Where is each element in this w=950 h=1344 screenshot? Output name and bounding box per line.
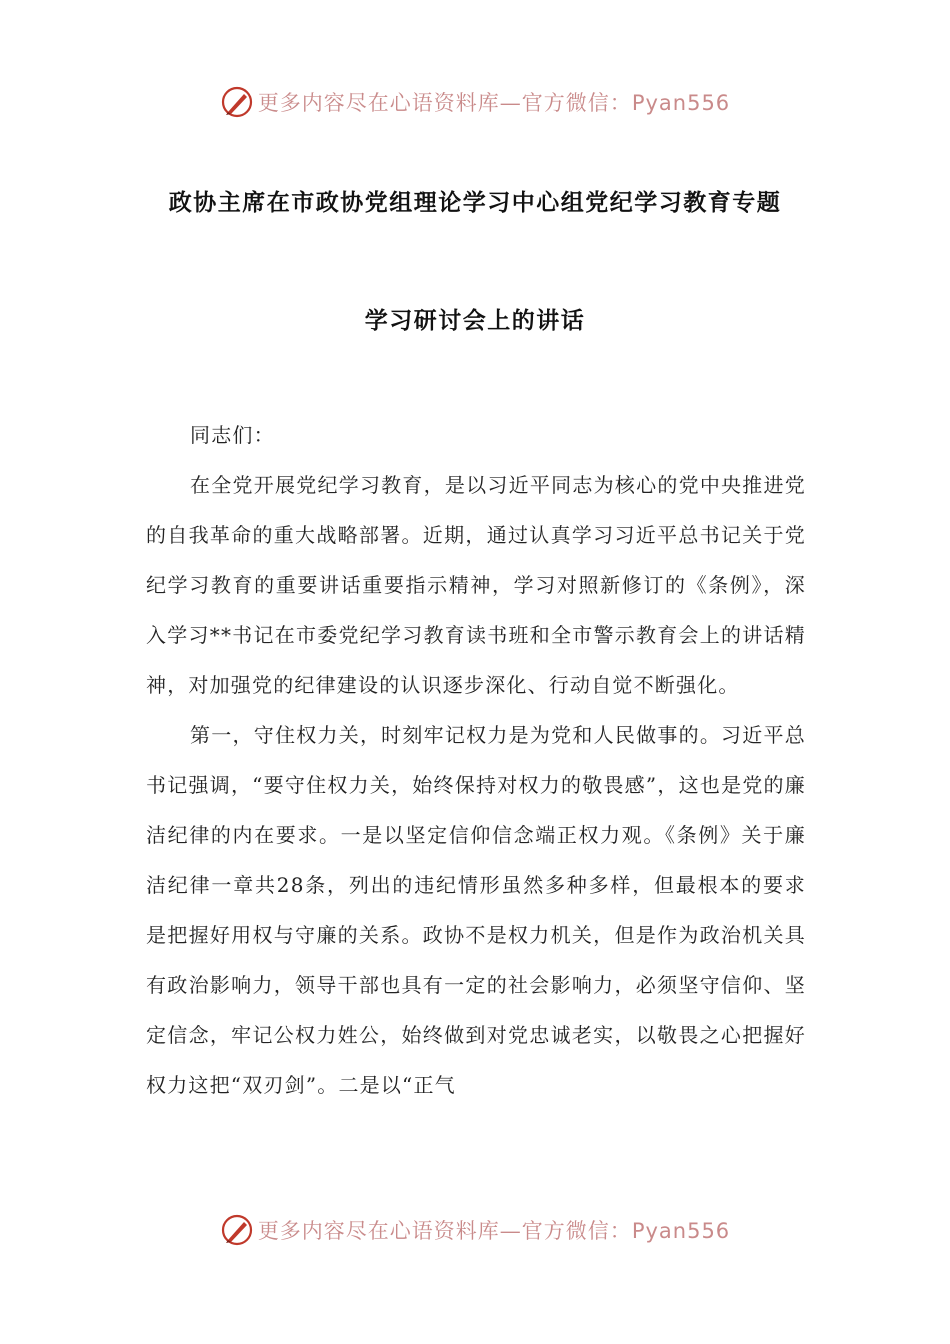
document-title-line2: 学习研讨会上的讲话 bbox=[364, 308, 586, 334]
paragraph-1: 在全党开展党纪学习教育，是以习近平同志为核心的党中央推进党的自我革命的重大战略部署。近期，通过认真学习习近平总书记关于党纪学习教育的重要讲话重要指示精神，学习对照新修订的《条例》，深入学习**书记在市委党纪学习教育读书班和全市警示教育会上的讲话精神，对加强党的纪律建设的认识逐步深化、行动自觉不断强化。 bbox=[146, 473, 806, 697]
watermark-header bbox=[0, 82, 950, 122]
paragraph-2: 第一，守住权力关，时刻牢记权力是为党和人民做事的。习近平总书记强调，“要守住权力关，始终保持对权力的敬畏感”，这也是党的廉洁纪律的内在要求。一是以坚定信仰信念端正权力观。《条例》关于廉洁纪律一章共28条，列出的违纪情形虽然多种多样，但最根本的要求是把握好用权与守廉的关系。政协不是权力机关，但是作为政治机关具有政治影响力，领导干部也具有一定的社会影响力，必须坚守信仰、坚定信念，牢记公权力姓公，始终做到对党忠诚老实，以敬畏之心把握好权力这把“双刃剑”。二是以“正气 bbox=[146, 723, 806, 1097]
greeting: 同志们： bbox=[190, 423, 275, 447]
document-title-line1: 政协主席在市政协党组理论学习中心组党纪学习教育专题 bbox=[168, 190, 782, 216]
pen-logo-icon bbox=[220, 85, 254, 119]
pen-logo-icon bbox=[220, 1213, 254, 1247]
watermark-text: 更多内容尽在心语资料库—官方微信：Pyan556 bbox=[257, 91, 731, 115]
watermark-text: 更多内容尽在心语资料库—官方微信：Pyan556 bbox=[257, 1219, 731, 1243]
watermark-footer bbox=[0, 1210, 950, 1250]
document-body bbox=[146, 410, 806, 1110]
